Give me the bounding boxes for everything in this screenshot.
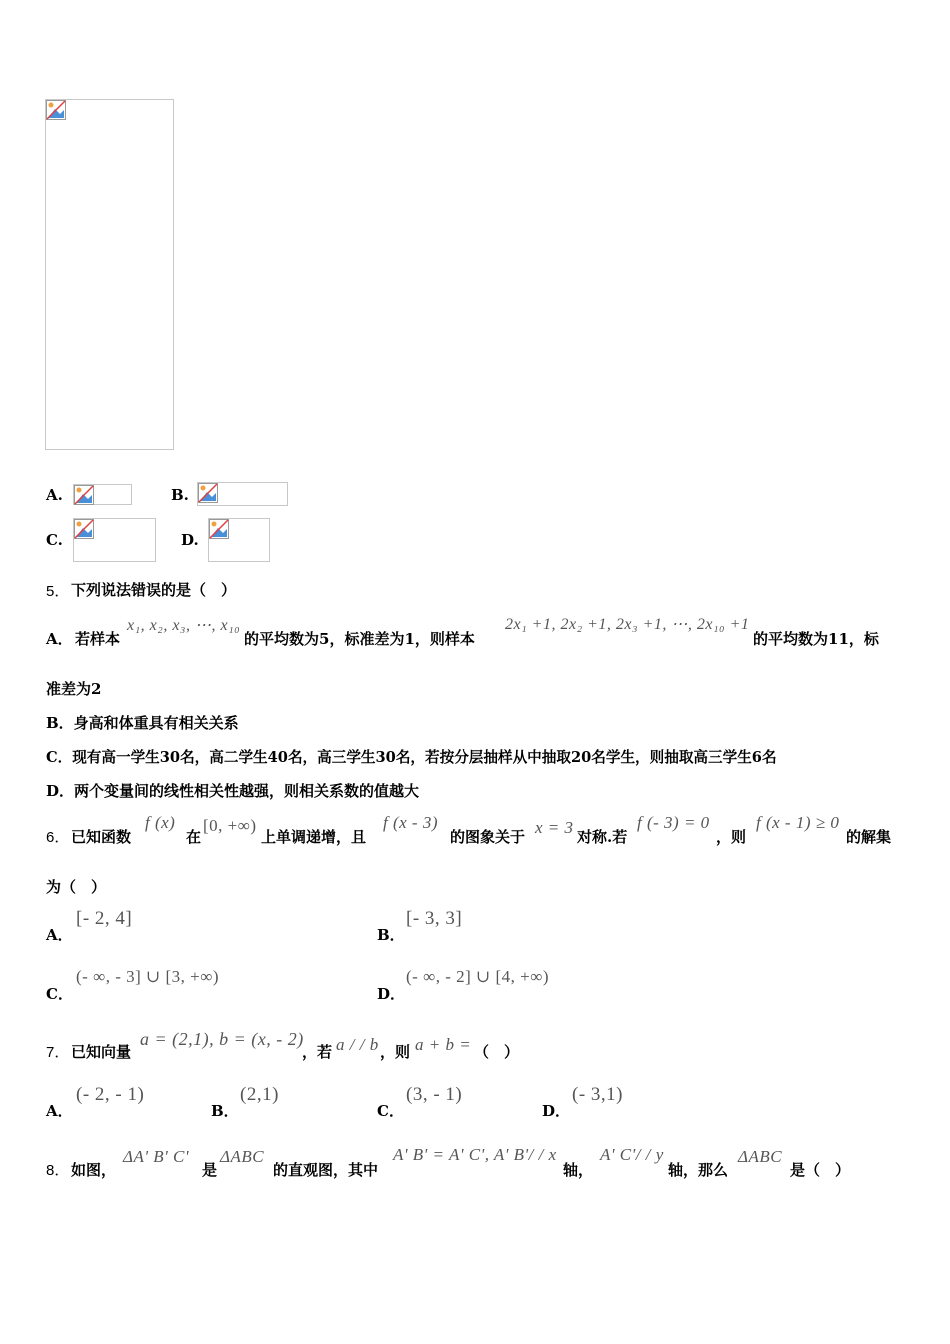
q7-math-1: a = (2,1), b = (x, - 2) bbox=[140, 1029, 304, 1049]
q6-text-3: 上单调递增，且 bbox=[261, 828, 367, 846]
q7-option-d-label: D． bbox=[542, 1102, 571, 1120]
q8-math-4: A' C'/ / y bbox=[600, 1145, 664, 1164]
q5-option-a-text-1: 若样本 bbox=[75, 630, 121, 648]
q6-option-a-label: A． bbox=[46, 926, 73, 944]
q6-text-5: 对称.若 bbox=[577, 828, 628, 846]
q6-option-a-value: [- 2, 4] bbox=[76, 908, 133, 929]
q4-option-b-label: B. bbox=[171, 486, 189, 504]
q7-math-3: a + b = bbox=[415, 1035, 472, 1054]
q7-option-b-label: B． bbox=[211, 1102, 239, 1120]
q6-math-6: f (x - 1) ≥ 0 bbox=[756, 813, 840, 832]
q5-option-a-text-2: 的平均数为5，标准差为1，则样本 bbox=[244, 630, 475, 648]
q8-math-2: ΔABC bbox=[220, 1147, 265, 1166]
q6-text-1: 已知函数 bbox=[71, 828, 132, 846]
broken-image-icon bbox=[209, 519, 229, 539]
q5-option-a-text-4: 准差为2 bbox=[46, 680, 102, 698]
q5-option-d: D．两个变量间的线性相关性越强，则相关系数的值越大 bbox=[46, 782, 420, 800]
q5-option-a-text-3: 的平均数为11，标 bbox=[753, 630, 879, 648]
q6-text-7: 的解集 bbox=[846, 828, 892, 846]
q5-number: 5． bbox=[46, 583, 70, 600]
q7-text-4: （ ） bbox=[474, 1043, 520, 1061]
q7-option-a-label: A． bbox=[46, 1102, 73, 1120]
q4-option-c-label: C. bbox=[46, 531, 63, 549]
q5-option-a-label: A． bbox=[46, 630, 73, 648]
broken-image-icon bbox=[74, 485, 94, 505]
q6-math-2: [0, +∞) bbox=[203, 816, 257, 835]
q4-option-a-label: A. bbox=[46, 486, 63, 504]
q8-number: 8． bbox=[46, 1162, 70, 1179]
q8-math-3: A' B' = A' C', A' B'/ / x bbox=[393, 1145, 557, 1164]
q5-option-b: B．身高和体重具有相关关系 bbox=[46, 714, 239, 732]
q6-text-6: ，则 bbox=[716, 828, 747, 846]
q4-option-d-image[interactable] bbox=[208, 518, 270, 562]
q7-text-3: ，则 bbox=[380, 1043, 411, 1061]
broken-image-icon bbox=[198, 483, 218, 503]
q7-text-2: ，若 bbox=[302, 1043, 333, 1061]
q6-option-d-label: D． bbox=[377, 985, 406, 1003]
q6-option-b-value: [- 3, 3] bbox=[406, 908, 463, 929]
q8-math-5: ΔABC bbox=[738, 1147, 783, 1166]
q6-text-2: 在 bbox=[186, 828, 202, 846]
q8-text-4: 轴， bbox=[563, 1161, 594, 1179]
q6-option-d-value: (- ∞, - 2] ∪ [4, +∞) bbox=[406, 967, 550, 986]
q7-option-c-value: (3, - 1) bbox=[406, 1084, 463, 1105]
q6-math-5: f (- 3) = 0 bbox=[637, 813, 710, 832]
q6-text-4: 的图象关于 bbox=[450, 828, 526, 846]
q6-math-3: f (x - 3) bbox=[383, 813, 439, 832]
q4-option-a-image[interactable] bbox=[73, 484, 132, 505]
q8-text-5: 轴，那么 bbox=[668, 1161, 729, 1179]
q6-option-c-label: C． bbox=[46, 985, 73, 1003]
q5-option-a-math-2: 2x₁ +1, 2x₂ +1, 2x₃ +1, ⋯, 2x₁₀ +1 bbox=[505, 616, 750, 633]
q4-option-b-image[interactable] bbox=[197, 482, 288, 506]
q8-text-3: 的直观图，其中 bbox=[273, 1161, 379, 1179]
q6-text-8: 为（ ） bbox=[46, 878, 107, 896]
q4-option-d-label: D. bbox=[181, 531, 199, 549]
q6-math-4: x = 3 bbox=[535, 818, 574, 837]
q5-option-c: C．现有高一学生30名，高二学生40名，高三学生30名，若按分层抽样从中抽取20名学生，则抽取高三学生6名 bbox=[46, 749, 777, 766]
q7-number: 7． bbox=[46, 1044, 70, 1061]
q8-text-1: 如图， bbox=[71, 1161, 117, 1179]
q6-number: 6． bbox=[46, 829, 70, 846]
q7-text-1: 已知向量 bbox=[71, 1043, 132, 1061]
broken-image-icon bbox=[46, 100, 66, 120]
q6-option-b-label: B． bbox=[377, 926, 405, 944]
q7-option-c-label: C． bbox=[377, 1102, 404, 1120]
q4-option-c-image[interactable] bbox=[73, 518, 156, 562]
q6-option-c-value: (- ∞, - 3] ∪ [3, +∞) bbox=[76, 967, 220, 986]
q8-math-1: ΔA' B' C' bbox=[123, 1147, 189, 1166]
q7-option-b-value: (2,1) bbox=[240, 1084, 279, 1105]
q5-option-a-math-1: x₁, x₂, x₃, ⋯, x₁₀ bbox=[127, 617, 241, 634]
q7-math-2: a / / b bbox=[336, 1035, 379, 1054]
figure-placeholder bbox=[45, 99, 174, 450]
q5-stem: 下列说法错误的是（ ） bbox=[71, 581, 237, 599]
q8-text-6: 是（ ） bbox=[790, 1161, 851, 1179]
q7-option-a-value: (- 2, - 1) bbox=[76, 1084, 145, 1105]
broken-image-icon bbox=[74, 519, 94, 539]
q7-option-d-value: (- 3,1) bbox=[572, 1084, 623, 1105]
q6-math-1: f (x) bbox=[145, 813, 176, 832]
q8-text-2: 是 bbox=[202, 1161, 218, 1179]
